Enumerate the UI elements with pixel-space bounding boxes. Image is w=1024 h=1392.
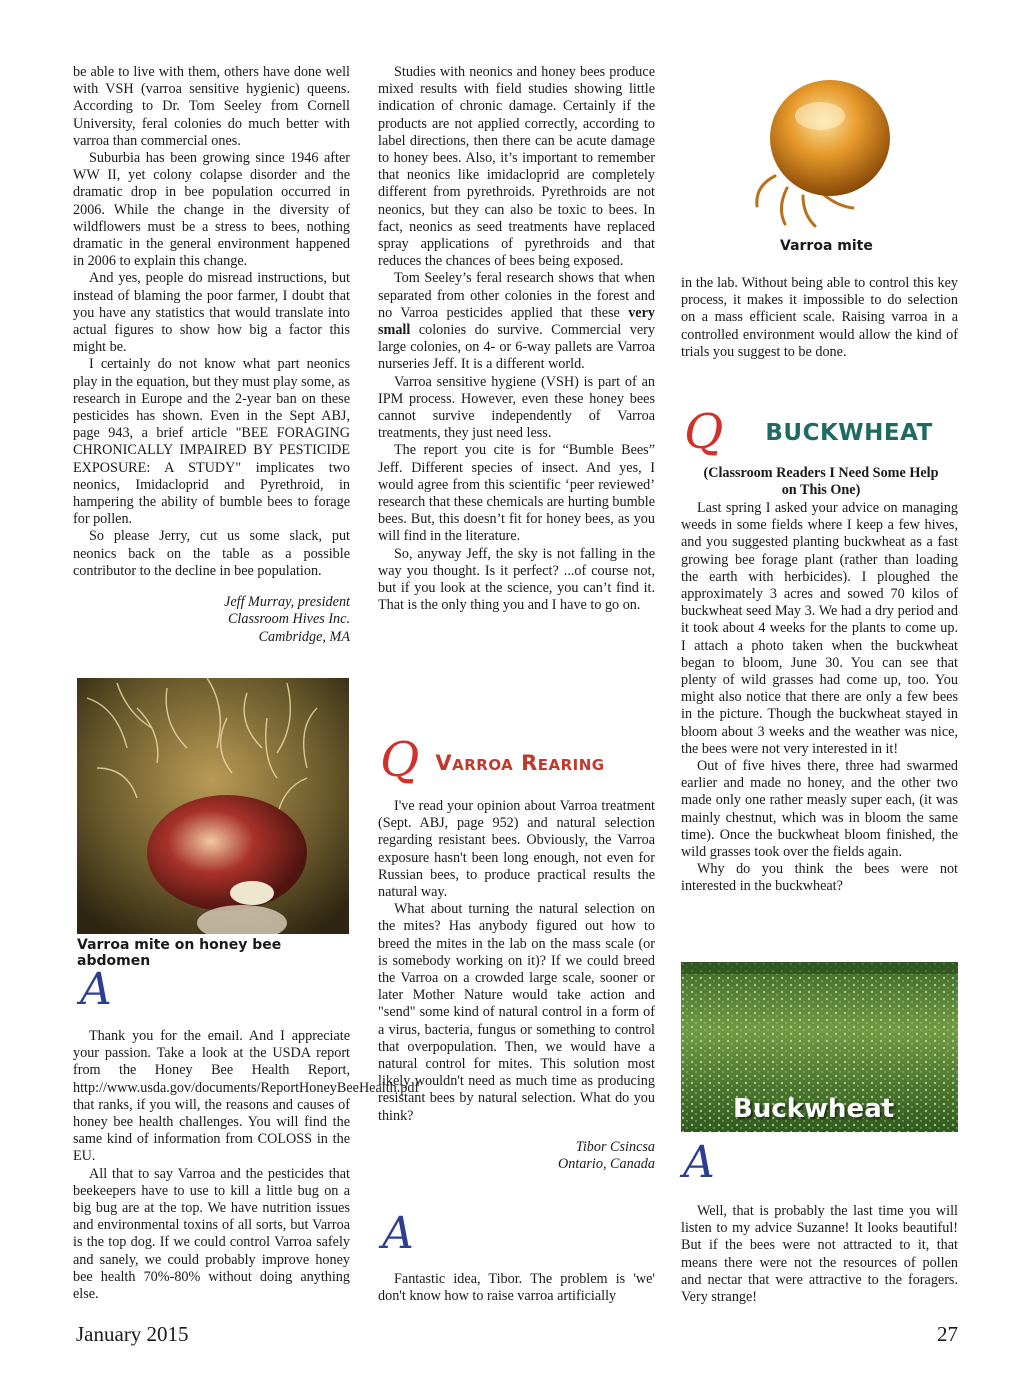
- col3-question-paragraph: Why do you think the bees were not interested in the buckwheat?: [681, 861, 958, 895]
- footer-date: January 2015: [76, 1322, 189, 1346]
- column-3-continued: [681, 275, 958, 361]
- column-1: [73, 64, 350, 646]
- buckwheat-photo-label: Buckwheat: [733, 1094, 895, 1124]
- col3-question-paragraph: Last spring I asked your advice on managing weeds in some fields where I keep a few hives, and you suggested planting buckwheat as a fast growing bee forage plant (rather than loading the earth with herbicides). I ploughed the approximately 3 acres and sowed 70 kilos of buckwheat seed May 3. We had a dry period and it took about 4 weeks for the plants to come up. I attach a photo taken when the buckwheat began to bloom, June 30. You can see that plenty of wild grasses had come up, too. You might also notice that there are only a few bees in the picture. Though the buckwheat stayed in bloom about 3 weeks and the weather was nice, the bees were not very interested in it!: [681, 500, 958, 757]
- varroa-rearing-title: Varroa Rearing: [435, 751, 605, 775]
- col1-paragraph: be able to live with them, others have done well with VSH (varroa sensitive hygienic) queens. According to Dr. Tom Seeley from Cornell University, feral colonies do much better with varroa than commercial ones.: [73, 64, 350, 149]
- column-2-answer: [378, 1271, 655, 1305]
- col1-answer-paragraph: All that to say Varroa and the pesticides that beekeepers have to use to kill a little bug on a big bug are at the top. We have nutrition issues and environmental toxins of all sorts, but Varroa is the top dog. If we could control Varroa safely and sanely, we could probably improve honey bee health 70%-80% without doing anything else.: [73, 1165, 350, 1303]
- col2-paragraph: The report you cite is for “Bumble Bees” Jeff. Different species of insect. And yes, I would agree from this scientific ‘peer reviewed’ research that these chemicals are hurting bumble bees. But, this doesn’t fit for honey bees, as you will find in the literature.: [378, 442, 655, 545]
- letter-signature: [73, 594, 350, 646]
- col2-paragraph: Studies with neonics and honey bees produce mixed results with field studies showing little indication of chronic damage. Certainly if the products are not applied correctly, according to label directions, then there can be acute damage to honey bees. Also, it’s important to remember that neonics like imidacloprid are completely different from pyrethroids. Pyrethroids are not neonics, but they can also be toxic to bees. In fact, neonics as seed treatments have replaced spray applications of pyrethroids and that reduces the chances of bees being exposed.: [378, 64, 655, 270]
- col1-paragraph: So please Jerry, cut us some slack, put neonics back on the table as a possible contributor to the decline in bee population.: [73, 528, 350, 579]
- signature-name: Tibor Csincsa: [575, 1138, 655, 1155]
- answer-a-icon: A: [683, 1137, 715, 1188]
- column-3-question: [681, 500, 958, 896]
- signature-company: Classroom Hives Inc.: [227, 611, 350, 628]
- varroa-mite-photo: [745, 66, 895, 234]
- column-2: [378, 64, 655, 615]
- column-3-answer: [681, 1203, 958, 1306]
- varroa-abdomen-photo: [77, 678, 349, 934]
- col2-paragraph: Varroa sensitive hygiene (VSH) is part of an IPM process. However, even these honey bees cannot survive independently of Varroa treatments, they just need less.: [378, 373, 655, 442]
- signature-location: Ontario, Canada: [558, 1156, 655, 1173]
- col1-paragraph: And yes, people do misread instructions, but instead of blaming the poor farmer, I doubt that you have any statistics that would translate into actual figures to show how big a factor this might be.: [73, 270, 350, 356]
- col2-question-paragraph: I've read your opinion about Varroa treatment (Sept. ABJ, page 952) and natural selection regarding resistant bees. Obviously, the Varroa exposure hasn't been long enough, not even for Russian bees, to produce practical results the natural way.: [378, 798, 655, 901]
- buckwheat-title: BUCKWHEAT: [765, 420, 933, 446]
- buckwheat-subtitle: (Classroom Readers I Need Some Help on This One): [703, 465, 939, 499]
- answer-a-icon: A: [80, 964, 112, 1015]
- buckwheat-field-photo: [681, 962, 958, 1132]
- col2-question-paragraph: What about turning the natural selection on the mites? Has anybody figured out how to breed the mites in the lab on the mass scale (or is somebody working on it)? If we could breed the Varroa on a crowded large scale, sooner or later Mother Nature would take action and "send" some kind of natural control in a form of a virus, bacteria, fungus or something to control that overpopulation. Then, we would have a natural control for mites. This solution most likely wouldn't need as much time as producing resistant bees by natural selection. What do you think?: [378, 901, 655, 1124]
- col3-paragraph: in the lab. Without being able to control this key process, it makes it impossible to do selection on a mass efficient scale. Raising varroa in a controlled environment would allow the kind of trials you suggest to be done.: [681, 275, 958, 360]
- col1-answer-paragraph: Thank you for the email. And I appreciate your passion. Take a look at the USDA report from the Honey Bee Health Report, http://www.usda.gov/documents/ReportHoneyBeeHealth.pdf that ranks, if you will, the reasons and causes of honey bee health challenges. You will find the same kind of information from COLOSS in the EU.: [73, 1028, 420, 1165]
- col2-paragraph: So, anyway Jeff, the sky is not falling in the way you thought. Is it perfect? ...of course not, but if you look at the science, you can’t find it. That is the only thing you and I have to go on.: [378, 545, 655, 614]
- signature-name: Jeff Murray, president: [224, 594, 350, 611]
- footer-page-number: 27: [937, 1322, 958, 1346]
- col1-paragraph: Suburbia has been growing since 1946 after WW II, yet colony colapse disorder and the dramatic drop in bee population occurred in 2006. While the change in the diversity of wildflowers must be a stress to bees, nothing dramatic in the general environment happened in 2006 to explain this change.: [73, 150, 350, 270]
- seeley-text-start: Tom Seeley’s feral research shows that when separated from other colonies in the forest and no Varroa pesticides applied that these: [378, 270, 655, 321]
- question-q-icon: Q: [684, 404, 724, 460]
- column-1-answer: [73, 1028, 420, 1303]
- abdomen-photo-caption: Varroa mite on honey bee abdomen: [77, 937, 282, 969]
- varroa-mite-caption: Varroa mite: [780, 238, 873, 254]
- answer-a-icon: A: [382, 1208, 414, 1259]
- letter-signature: [378, 1139, 655, 1173]
- signature-location: Cambridge, MA: [258, 628, 350, 645]
- buckwheat-heading: [684, 404, 964, 460]
- col2-paragraph-seeley: [378, 270, 655, 373]
- seeley-bold-text: very small: [378, 304, 655, 339]
- seeley-text-end: colonies do survive. Commercial very large colonies, on 4- or 6-way pallets are Varroa nurseries Jeff. It is a different world.: [378, 322, 655, 373]
- col1-paragraph: I certainly do not know what part neonics play in the equation, but they must play some, as research in Europe and the 2-year ban on these pesticides has shown. Even in the Sept ABJ, page 943, a brief article "BEE FORAGING CHRONICALLY IMPAIRED BY PESTICIDE EXPOSURE: A STUDY" implicates two neonics, Imidacloprid and Pyrethroid, in hampering the ability of bumble bees to forage for pollen.: [73, 356, 351, 528]
- question-q-icon: Q: [380, 732, 420, 788]
- col3-answer-paragraph: Well, that is probably the last time you will listen to my advice Suzanne! It looks beautiful! But if the bees were not attracted to it, that means there were not the resources of pollen and nectar that were attractive to the foragers. Very strange!: [681, 1203, 958, 1306]
- col2-answer-paragraph: Fantastic idea, Tibor. The problem is 'we' don't know how to raise varroa artificially: [378, 1271, 655, 1305]
- column-2-question: [378, 798, 655, 1173]
- col3-question-paragraph: Out of five hives there, three had swarmed earlier and made no honey, and the other two made only one rather measly super each, (it was mainly chestnut, which was in bloom the same time). Once the buckwheat bloom finished, the wild grasses took over the fields again.: [681, 758, 958, 861]
- varroa-rearing-heading: [380, 732, 660, 788]
